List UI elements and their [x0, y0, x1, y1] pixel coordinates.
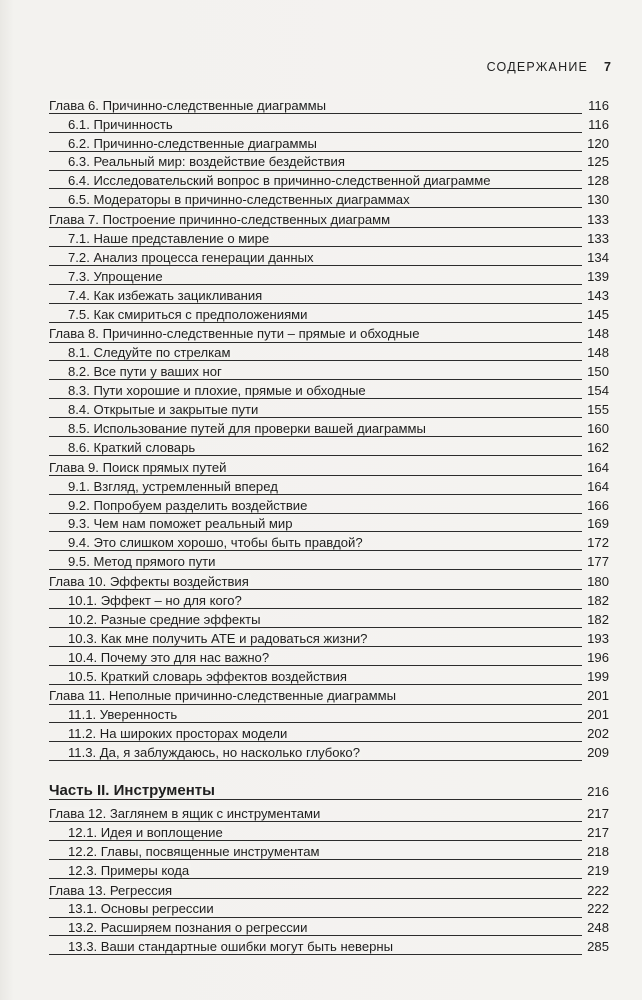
toc-section-entry	[49, 286, 609, 305]
toc-leader-line	[49, 284, 582, 285]
toc-entry-page-number: 222	[587, 882, 609, 898]
toc-entry-title: 7.2. Анализ процесса генерации данных	[68, 249, 314, 265]
toc-entry-page-number: 169	[587, 516, 609, 532]
toc-section-entry	[49, 552, 609, 571]
toc-section-entry	[49, 823, 609, 842]
toc-section-entry	[49, 381, 609, 400]
toc-chapter-entry	[49, 687, 609, 706]
toc-entry-title: 8.5. Использование путей для проверки вашей диаграммы	[68, 420, 426, 436]
toc-section-entry	[49, 229, 609, 248]
toc-entry-title: 12.1. Идея и воплощение	[68, 824, 223, 840]
toc-leader-line	[49, 704, 582, 705]
toc-entry-page-number: 133	[587, 212, 609, 228]
toc-leader-line	[49, 379, 582, 380]
toc-chapter-entry	[49, 210, 609, 229]
toc-section-entry	[49, 667, 609, 686]
toc-entry-page-number: 182	[587, 611, 609, 627]
toc-entry-page-number: 182	[587, 592, 609, 608]
toc-entry-page-number: 196	[587, 649, 609, 665]
toc-section-entry	[49, 190, 609, 209]
toc-section-entry	[49, 724, 609, 743]
toc-leader-line	[49, 898, 582, 899]
toc-section-entry	[49, 496, 609, 515]
toc-entry-page-number: 150	[587, 364, 609, 380]
toc-entry-title: Глава 9. Поиск прямых путей	[49, 459, 227, 475]
toc-entry-title: 6.3. Реальный мир: воздействие бездействия	[68, 154, 345, 170]
toc-entry-page-number: 219	[587, 862, 609, 878]
toc-leader-line	[49, 360, 582, 361]
toc-leader-line	[49, 722, 582, 723]
toc-entry-page-number: 164	[587, 459, 609, 475]
toc-entry-page-number: 222	[587, 901, 609, 917]
toc-leader-line	[49, 322, 582, 323]
toc-entry-title: 8.6. Краткий словарь	[68, 439, 196, 455]
toc-entry-page-number: 248	[587, 920, 609, 936]
toc-section-entry	[49, 900, 609, 919]
toc-entry-title: 10.1. Эффект – но для кого?	[68, 592, 242, 608]
toc-leader-line	[49, 531, 582, 532]
toc-leader-line	[49, 821, 582, 822]
toc-leader-line	[49, 840, 582, 841]
toc-entry-page-number: 148	[587, 326, 609, 342]
toc-entry-page-number: 217	[587, 824, 609, 840]
toc-section-entry	[49, 400, 609, 419]
toc-entry-page-number: 162	[587, 439, 609, 455]
toc-chapter-entry	[49, 804, 609, 823]
toc-entry-page-number: 134	[587, 249, 609, 265]
toc-entry-title: Глава 8. Причинно-следственные пути – прямые и обходные	[49, 326, 420, 342]
toc-entry-title: 13.1. Основы регрессии	[68, 901, 214, 917]
toc-entry-page-number: 201	[587, 707, 609, 723]
toc-entry-title: 13.3. Ваши стандартные ошибки могут быть неверны	[68, 939, 394, 955]
toc-leader-line	[49, 303, 582, 304]
toc-section-entry	[49, 267, 609, 286]
toc-section-entry	[49, 248, 609, 267]
toc-leader-line	[49, 494, 582, 495]
toc-leader-line	[49, 550, 582, 551]
toc-section-entry	[49, 515, 609, 534]
toc-leader-line	[49, 246, 582, 247]
toc-leader-line	[49, 170, 582, 171]
toc-entry-page-number: 202	[587, 726, 609, 742]
running-head-title: СОДЕРЖАНИЕ	[486, 60, 589, 74]
toc-entry-title: 9.4. Это слишком хорошо, чтобы быть правдой?	[68, 535, 363, 551]
running-head-page-number: 7	[604, 60, 611, 74]
toc-entry-page-number: 154	[587, 383, 609, 399]
toc-entry-title: 10.5. Краткий словарь эффектов воздействия	[68, 668, 348, 684]
toc-entry-page-number: 180	[587, 574, 609, 590]
toc-entry-title: 8.2. Все пути у ваших ног	[68, 364, 222, 380]
toc-leader-line	[49, 188, 582, 189]
toc-leader-line	[49, 859, 582, 860]
toc-entry-title: 6.1. Причинность	[68, 116, 173, 132]
toc-entry-page-number: 116	[588, 116, 609, 132]
toc-leader-line	[49, 684, 582, 685]
toc-chapter-entry	[49, 458, 609, 477]
toc-entry-page-number: 209	[587, 745, 609, 761]
toc-entry-page-number: 218	[587, 843, 609, 859]
toc-chapter-entry	[49, 881, 609, 900]
toc-section-entry	[49, 629, 609, 648]
toc-entry-page-number: 128	[587, 173, 609, 189]
toc-chapter-entry	[49, 325, 609, 344]
toc-section-entry	[49, 419, 609, 438]
toc-section-entry	[49, 134, 609, 153]
toc-entry-title: Глава 11. Неполные причинно-следственные диаграммы	[49, 688, 397, 704]
toc-entry-title: 11.3. Да, я заблуждаюсь, но насколько глубоко?	[68, 745, 361, 761]
toc-entry-page-number: 133	[587, 231, 609, 247]
toc-leader-line	[49, 741, 582, 742]
toc-leader-line	[49, 342, 582, 343]
toc-entry-page-number: 164	[587, 478, 609, 494]
toc-leader-line	[49, 417, 582, 418]
toc-entry-title: 9.3. Чем нам поможет реальный мир	[68, 516, 293, 532]
toc-entry-page-number: 216	[587, 784, 609, 800]
toc-section-entry	[49, 344, 609, 363]
toc-entry-page-number: 145	[587, 306, 609, 322]
toc-section-entry	[49, 706, 609, 725]
toc-entry-title: 10.2. Разные средние эффекты	[68, 611, 261, 627]
toc-entry-title: 12.3. Примеры кода	[68, 862, 190, 878]
toc-section-entry	[49, 919, 609, 938]
toc-entry-title: 13.2. Расширяем познания о регрессии	[68, 920, 308, 936]
toc-entry-page-number: 201	[587, 688, 609, 704]
toc-entry-title: 7.4. Как избежать зацикливания	[68, 287, 263, 303]
toc-leader-line	[49, 475, 582, 476]
toc-section-entry	[49, 610, 609, 629]
toc-entry-page-number: 155	[587, 402, 609, 418]
toc-entry-title: 9.5. Метод прямого пути	[68, 554, 216, 570]
toc-section-entry	[49, 861, 609, 880]
toc-entry-page-number: 285	[587, 939, 609, 955]
toc-section-entry	[49, 591, 609, 610]
toc-leader-line	[49, 760, 582, 761]
toc-entry-page-number: 143	[587, 287, 609, 303]
toc-entry-page-number: 116	[588, 97, 609, 113]
toc-leader-line	[49, 398, 582, 399]
toc-entry-title: Часть II. Инструменты	[49, 782, 215, 800]
toc-section-entry	[49, 438, 609, 457]
toc-entry-page-number: 125	[587, 154, 609, 170]
toc-entry-title: 11.2. На широких просторах модели	[68, 726, 288, 742]
toc-leader-line	[49, 917, 582, 918]
toc-leader-line	[49, 799, 582, 800]
toc-chapter-entry	[49, 572, 609, 591]
toc-leader-line	[49, 227, 582, 228]
toc-entry-page-number: 193	[587, 630, 609, 646]
toc-entry-title: 7.3. Упрощение	[68, 268, 163, 284]
toc-entry-title: 7.5. Как смириться с предположениями	[68, 306, 308, 322]
toc-entry-title: 8.3. Пути хорошие и плохие, прямые и обходные	[68, 383, 366, 399]
toc-leader-line	[49, 608, 582, 609]
toc-leader-line	[49, 665, 582, 666]
toc-leader-line	[49, 513, 582, 514]
toc-entry-title: Глава 13. Регрессия	[49, 882, 173, 898]
toc-entry-title: Глава 7. Построение причинно-следственных диаграмм	[49, 212, 391, 228]
toc-entry-page-number: 217	[587, 805, 609, 821]
toc-leader-line	[49, 455, 582, 456]
toc-leader-line	[49, 207, 582, 208]
toc-section-entry	[49, 153, 609, 172]
toc-entry-title: Глава 12. Заглянем в ящик с инструментами	[49, 805, 321, 821]
toc-section-entry	[49, 115, 609, 134]
table-of-contents	[49, 96, 609, 956]
toc-section-entry	[49, 743, 609, 762]
toc-section-entry	[49, 533, 609, 552]
toc-section-entry	[49, 477, 609, 496]
running-head	[487, 60, 611, 74]
toc-leader-line	[49, 646, 582, 647]
toc-leader-line	[49, 589, 582, 590]
toc-entry-page-number: 130	[587, 192, 609, 208]
toc-leader-line	[49, 627, 582, 628]
toc-leader-line	[49, 954, 582, 955]
toc-entry-title: 6.4. Исследовательский вопрос в причинно-следственной диаграмме	[68, 173, 491, 189]
toc-section-entry	[49, 937, 609, 956]
toc-entry-page-number: 139	[587, 268, 609, 284]
toc-leader-line	[49, 935, 582, 936]
toc-part-entry	[49, 778, 609, 801]
toc-leader-line	[49, 132, 582, 133]
toc-leader-line	[49, 878, 582, 879]
toc-entry-page-number: 172	[587, 535, 609, 551]
toc-entry-title: 6.2. Причинно-следственные диаграммы	[68, 135, 317, 151]
toc-section-entry	[49, 172, 609, 191]
toc-entry-page-number: 166	[587, 497, 609, 513]
toc-entry-title: 12.2. Главы, посвященные инструментам	[68, 843, 320, 859]
toc-entry-page-number: 177	[587, 554, 609, 570]
toc-entry-title: Глава 6. Причинно-следственные диаграммы	[49, 97, 327, 113]
toc-entry-page-number: 148	[587, 345, 609, 361]
toc-entry-title: 6.5. Модераторы в причинно-следственных диаграммах	[68, 192, 410, 208]
toc-leader-line	[49, 113, 582, 114]
toc-entry-title: 9.2. Попробуем разделить воздействие	[68, 497, 308, 513]
toc-section-entry	[49, 305, 609, 324]
toc-entry-title: Глава 10. Эффекты воздействия	[49, 574, 249, 590]
toc-entry-title: 9.1. Взгляд, устремленный вперед	[68, 478, 278, 494]
toc-section-entry	[49, 648, 609, 667]
toc-section-entry	[49, 842, 609, 861]
toc-entry-title: 8.4. Открытые и закрытые пути	[68, 402, 259, 418]
toc-entry-page-number: 199	[587, 668, 609, 684]
toc-entry-title: 8.1. Следуйте по стрелкам	[68, 345, 231, 361]
toc-leader-line	[49, 151, 582, 152]
toc-section-entry	[49, 362, 609, 381]
toc-entry-title: 10.3. Как мне получить ATE и радоваться жизни?	[68, 630, 368, 646]
toc-entry-title: 7.1. Наше представление о мире	[68, 231, 270, 247]
toc-entry-page-number: 120	[587, 135, 609, 151]
toc-leader-line	[49, 265, 582, 266]
toc-chapter-entry	[49, 96, 609, 115]
toc-entry-title: 11.1. Уверенность	[68, 707, 178, 723]
toc-entry-page-number: 160	[587, 420, 609, 436]
toc-leader-line	[49, 436, 582, 437]
toc-leader-line	[49, 569, 582, 570]
toc-entry-title: 10.4. Почему это для нас важно?	[68, 649, 270, 665]
